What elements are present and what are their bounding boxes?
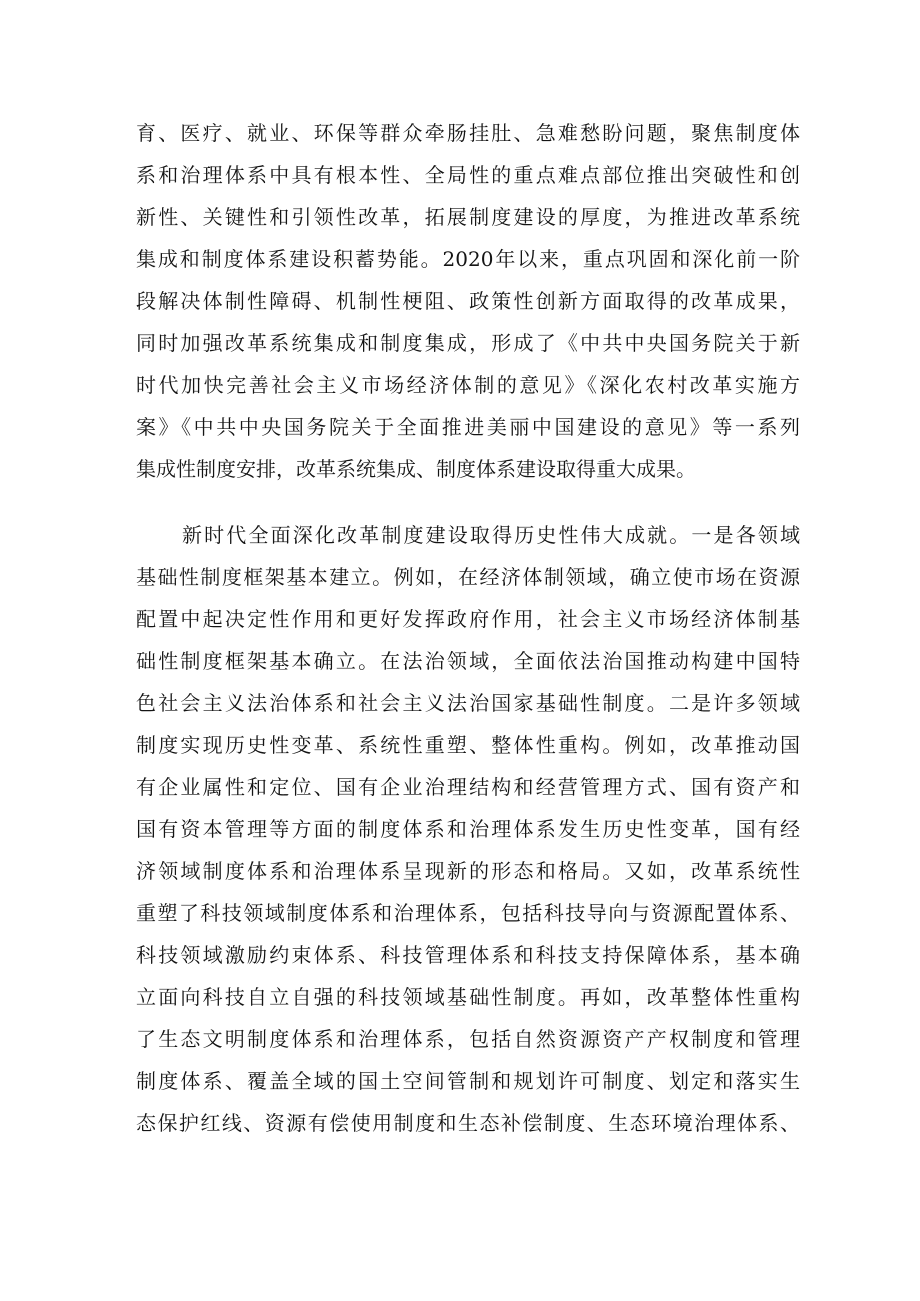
paragraph-line: 制度实现历史性变革、系统性重塑、整体性重构。例如，改革推动国 — [136, 733, 800, 757]
paragraph-line: 色社会主义法治体系和社会主义法治国家基础性制度。二是许多领域 — [136, 691, 800, 715]
paragraph-line: 集成和制度体系建设积蓄势能。2020年以来，重点巩固和深化前一阶 — [136, 247, 800, 271]
paragraph-line: 立面向科技自立自强的科技领域基础性制度。再如，改革整体性重构 — [136, 985, 800, 1009]
paragraph-line: 有企业属性和定位、国有企业治理结构和经营管理方式、国有资产和 — [136, 775, 800, 799]
paragraph-line: 基础性制度框架基本建立。例如，在经济体制领域，确立使市场在资源 — [136, 565, 800, 589]
paragraph-line: 础性制度框架基本确立。在法治领域，全面依法治国推动构建中国特 — [136, 649, 800, 673]
paragraph-line: 集成性制度安排，改革系统集成、制度体系建设取得重大成果。 — [136, 457, 696, 481]
paragraph-line: 态保护红线、资源有偿使用制度和生态补偿制度、生态环境治理体系、 — [136, 1111, 800, 1135]
paragraph-line: 了生态文明制度体系和治理体系，包括自然资源资产产权制度和管理 — [136, 1027, 800, 1051]
paragraph-line: 案》《中共中央国务院关于全面推进美丽中国建设的意见》等一系列 — [136, 415, 800, 439]
paragraph-line: 新性、关键性和引领性改革，拓展制度建设的厚度，为推进改革系统 — [136, 205, 800, 229]
paragraph-line: 段解决体制性障碍、机制性梗阻、政策性创新方面取得的改革成果， — [136, 289, 800, 313]
paragraph-line: 时代加快完善社会主义市场经济体制的意见》《深化农村改革实施方 — [136, 373, 800, 397]
paragraph-line: 国有资本管理等方面的制度体系和治理体系发生历史性变革，国有经 — [136, 817, 800, 841]
paragraph-line: 科技领域激励约束体系、科技管理体系和科技支持保障体系，基本确 — [136, 943, 800, 967]
paragraph-2 — [136, 514, 800, 1144]
paragraph-line: 制度体系、覆盖全域的国土空间管制和规划许可制度、划定和落实生 — [136, 1069, 800, 1093]
paragraph-line: 新时代全面深化改革制度建设取得历史性伟大成就。一是各领域 — [182, 523, 800, 547]
paragraph-line: 同时加强改革系统集成和制度集成，形成了《中共中央国务院关于新 — [136, 331, 800, 355]
paragraph-line: 系和治理体系中具有根本性、全局性的重点难点部位推出突破性和创 — [136, 163, 800, 187]
paragraph-line: 济领域制度体系和治理体系呈现新的形态和格局。又如，改革系统性 — [136, 859, 800, 883]
paragraph-line: 配置中起决定性作用和更好发挥政府作用，社会主义市场经济体制基 — [136, 607, 800, 631]
paragraph-line: 重塑了科技领域制度体系和治理体系，包括科技导向与资源配置体系、 — [136, 901, 800, 925]
paragraph-line: 育、医疗、就业、环保等群众牵肠挂肚、急难愁盼问题，聚焦制度体 — [136, 121, 800, 145]
paragraph-1 — [136, 112, 800, 490]
